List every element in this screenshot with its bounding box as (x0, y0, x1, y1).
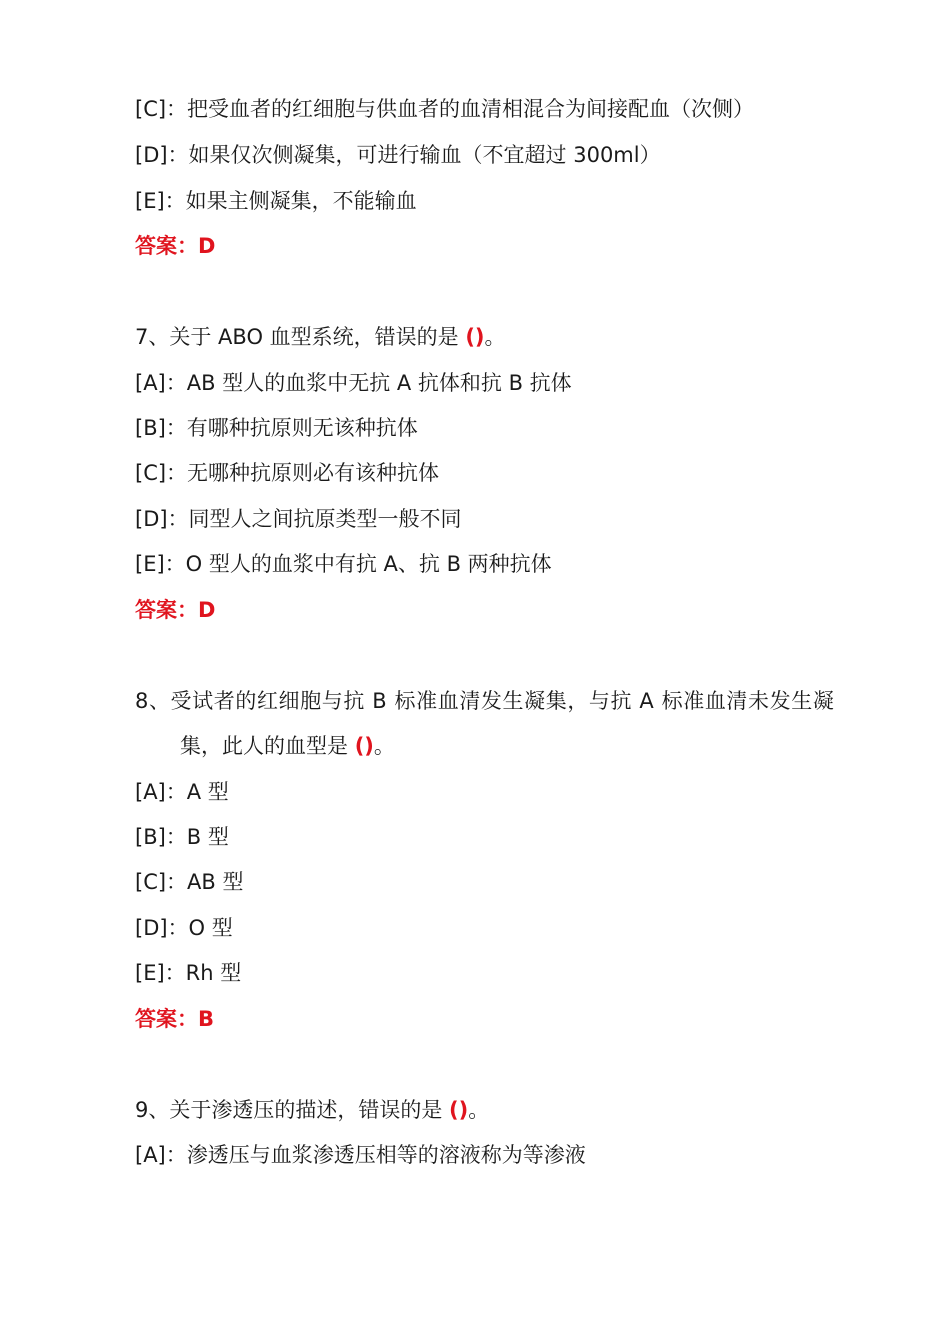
q6-option-e: [E]：如果主侧凝集，不能输血 (135, 189, 417, 213)
q7-option-d: [D]：同型人之间抗原类型一般不同 (135, 507, 462, 531)
q9-blank-paren: () (449, 1098, 469, 1122)
q8-stem-line2 (180, 731, 920, 761)
q8-blank-paren: () (354, 734, 374, 758)
q8-stem-line1: 8、受试者的红细胞与抗 B 标准血清发生凝集，与抗 A 标准血清未发生凝 (135, 689, 835, 713)
q6-option-c: [C]：把受血者的红细胞与供血者的血清相混合为间接配血（次侧） (135, 97, 755, 121)
q9-stem (135, 1095, 875, 1125)
q7-option-a: [A]：AB 型人的血浆中无抗 A 抗体和抗 B 抗体 (135, 371, 572, 395)
q6-option-d: [D]：如果仅次侧凝集，可进行输血（不宜超过 300ml） (135, 143, 661, 167)
q8-option-e: [E]：Rh 型 (135, 961, 242, 985)
q8-answer: 答案：B (135, 1007, 215, 1031)
q8-option-b: [B]：B 型 (135, 825, 229, 849)
q7-option-c: [C]：无哪种抗原则必有该种抗体 (135, 461, 440, 485)
q9-stem-end: 。 (468, 1098, 490, 1122)
q6-answer: 答案：D (135, 234, 216, 258)
q8-stem-end: 。 (373, 734, 395, 758)
q8-stem-text: 集，此人的血型是 (180, 734, 355, 758)
q7-option-e: [E]：O 型人的血浆中有抗 A、抗 B 两种抗体 (135, 552, 552, 576)
q7-option-b: [B]：有哪种抗原则无该种抗体 (135, 416, 418, 440)
q7-stem-end: 。 (484, 325, 506, 349)
q9-stem-text: 9、关于渗透压的描述，错误的是 (135, 1098, 450, 1122)
q8-option-a: [A]：A 型 (135, 780, 229, 804)
q7-stem (135, 322, 875, 352)
q8-option-d: [D]：O 型 (135, 916, 233, 940)
q7-answer: 答案：D (135, 598, 216, 622)
q9-option-a: [A]：渗透压与血浆渗透压相等的溶液称为等渗液 (135, 1143, 586, 1167)
q8-option-c: [C]：AB 型 (135, 870, 244, 894)
q7-stem-text: 7、关于 ABO 血型系统，错误的是 (135, 325, 466, 349)
q7-blank-paren: () (465, 325, 485, 349)
